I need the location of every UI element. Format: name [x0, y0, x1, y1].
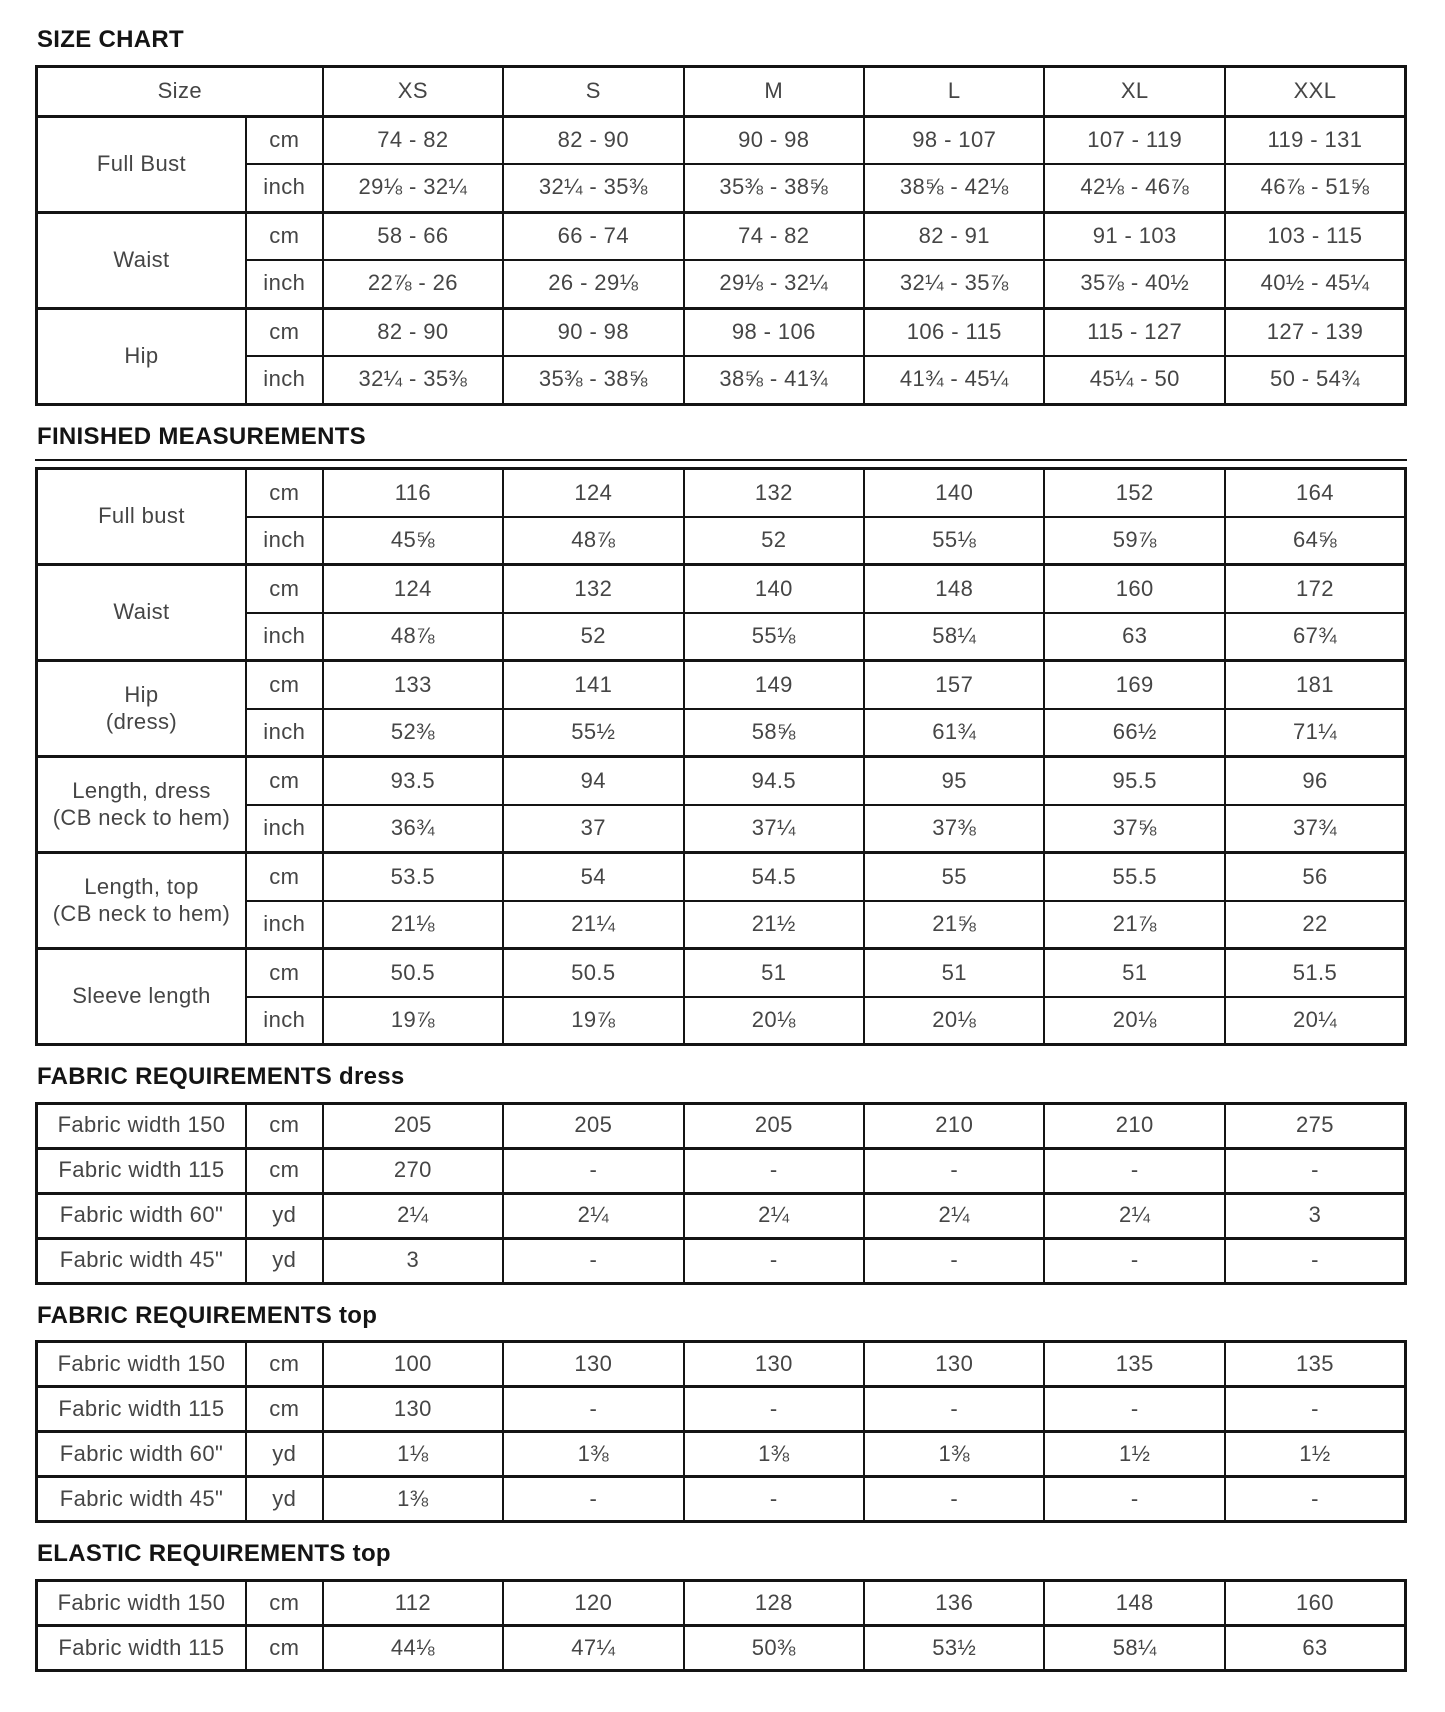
unit-cell-inch: inch	[246, 709, 323, 757]
table-row-full-bust-cm	[37, 116, 1406, 164]
value-cell-xs: 1⅜	[323, 1477, 503, 1522]
value-cell-m: 98 - 106	[684, 308, 864, 356]
value-cell-xxl: 160	[1225, 1580, 1406, 1625]
value-cell-m: 205	[684, 1103, 864, 1148]
value-cell-xs: 53.5	[323, 853, 503, 901]
value-cell-xl: -	[1044, 1387, 1224, 1432]
value-cell-m: 132	[684, 469, 864, 517]
unit-cell-cm: cm	[246, 1103, 323, 1148]
value-cell-xl: 210	[1044, 1103, 1224, 1148]
unit-cell-cm: cm	[246, 116, 323, 164]
unit-cell-cm: cm	[246, 1625, 323, 1670]
value-cell-xs: 58 - 66	[323, 212, 503, 260]
fabric-requirements-top-table	[35, 1340, 1407, 1523]
value-cell-s: 1⅜	[503, 1432, 683, 1477]
row-label-length-top-cb-neck-to-hem: Length, top (CB neck to hem)	[37, 853, 246, 949]
table-row-waist-cm	[37, 565, 1406, 613]
row-label-fabric-width-45: Fabric width 45"	[37, 1477, 246, 1522]
value-cell-xs: 36¾	[323, 805, 503, 853]
value-cell-xl: -	[1044, 1238, 1224, 1283]
table-row-hip-dress-cm	[37, 661, 1406, 709]
value-cell-l: 20⅛	[864, 997, 1044, 1045]
value-cell-s: 37	[503, 805, 683, 853]
value-cell-xl: 21⅞	[1044, 901, 1224, 949]
value-cell-xs: 74 - 82	[323, 116, 503, 164]
value-cell-s: 52	[503, 613, 683, 661]
unit-cell-cm: cm	[246, 1387, 323, 1432]
row-label-fabric-width-115: Fabric width 115	[37, 1148, 246, 1193]
value-cell-l: 2¼	[864, 1193, 1044, 1238]
value-cell-xxl: 96	[1225, 757, 1406, 805]
value-cell-m: 21½	[684, 901, 864, 949]
header-size-s: S	[503, 66, 683, 116]
table-row-fabric-width-115-cm	[37, 1148, 1406, 1193]
value-cell-m: 29⅛ - 32¼	[684, 260, 864, 308]
value-cell-s: -	[503, 1148, 683, 1193]
table-row-fabric-width-45-yd	[37, 1238, 1406, 1283]
value-cell-xs: 82 - 90	[323, 308, 503, 356]
value-cell-m: 38⅝ - 41¾	[684, 356, 864, 404]
value-cell-xxl: 63	[1225, 1625, 1406, 1670]
row-label-waist: Waist	[37, 565, 246, 661]
unit-cell-yd: yd	[246, 1193, 323, 1238]
row-label-length-dress-cb-neck-to-hem: Length, dress (CB neck to hem)	[37, 757, 246, 853]
table-row-length-top-cb-neck-to-hem-cm	[37, 853, 1406, 901]
value-cell-l: 41¾ - 45¼	[864, 356, 1044, 404]
unit-cell-yd: yd	[246, 1238, 323, 1283]
row-label-sleeve-length: Sleeve length	[37, 949, 246, 1045]
unit-cell-cm: cm	[246, 949, 323, 997]
table-row-fabric-width-150-cm	[37, 1580, 1406, 1625]
unit-cell-inch: inch	[246, 901, 323, 949]
value-cell-s: 50.5	[503, 949, 683, 997]
size-chart-document	[35, 26, 1407, 1672]
value-cell-xl: 55.5	[1044, 853, 1224, 901]
row-label-fabric-width-150: Fabric width 150	[37, 1342, 246, 1387]
unit-cell-inch: inch	[246, 517, 323, 565]
value-cell-xl: 152	[1044, 469, 1224, 517]
value-cell-xs: 93.5	[323, 757, 503, 805]
value-cell-xl: 45¼ - 50	[1044, 356, 1224, 404]
value-cell-l: 58¼	[864, 613, 1044, 661]
value-cell-l: 55⅛	[864, 517, 1044, 565]
value-cell-xs: 21⅛	[323, 901, 503, 949]
value-cell-xl: 59⅞	[1044, 517, 1224, 565]
table-row-fabric-width-150-cm	[37, 1103, 1406, 1148]
value-cell-l: -	[864, 1387, 1044, 1432]
value-cell-xl: 169	[1044, 661, 1224, 709]
value-cell-m: 52	[684, 517, 864, 565]
value-cell-l: 61¾	[864, 709, 1044, 757]
value-cell-xxl: 275	[1225, 1103, 1406, 1148]
value-cell-xs: 32¼ - 35⅜	[323, 356, 503, 404]
unit-cell-cm: cm	[246, 469, 323, 517]
value-cell-xl: 20⅛	[1044, 997, 1224, 1045]
value-cell-xxl: 71¼	[1225, 709, 1406, 757]
value-cell-xl: 2¼	[1044, 1193, 1224, 1238]
value-cell-xxl: 46⅞ - 51⅝	[1225, 164, 1406, 212]
row-label-full-bust: Full bust	[37, 469, 246, 565]
value-cell-m: 90 - 98	[684, 116, 864, 164]
value-cell-m: 50⅜	[684, 1625, 864, 1670]
value-cell-xs: 2¼	[323, 1193, 503, 1238]
value-cell-s: 2¼	[503, 1193, 683, 1238]
value-cell-s: 141	[503, 661, 683, 709]
value-cell-xs: 52⅜	[323, 709, 503, 757]
value-cell-s: 94	[503, 757, 683, 805]
table-row-hip-cm	[37, 308, 1406, 356]
value-cell-xs: 50.5	[323, 949, 503, 997]
value-cell-m: -	[684, 1148, 864, 1193]
value-cell-l: 38⅝ - 42⅛	[864, 164, 1044, 212]
value-cell-xs: 1⅛	[323, 1432, 503, 1477]
value-cell-xxl: 50 - 54¾	[1225, 356, 1406, 404]
value-cell-s: 130	[503, 1342, 683, 1387]
value-cell-l: 140	[864, 469, 1044, 517]
table-row-sleeve-length-cm	[37, 949, 1406, 997]
value-cell-xxl: 172	[1225, 565, 1406, 613]
value-cell-s: 205	[503, 1103, 683, 1148]
value-cell-s: -	[503, 1238, 683, 1283]
value-cell-s: 132	[503, 565, 683, 613]
value-cell-l: 106 - 115	[864, 308, 1044, 356]
value-cell-xxl: -	[1225, 1477, 1406, 1522]
value-cell-xxl: -	[1225, 1238, 1406, 1283]
value-cell-s: 55½	[503, 709, 683, 757]
value-cell-s: 82 - 90	[503, 116, 683, 164]
value-cell-xs: 130	[323, 1387, 503, 1432]
table-row-full-bust-cm	[37, 469, 1406, 517]
value-cell-xxl: 127 - 139	[1225, 308, 1406, 356]
value-cell-xxl: -	[1225, 1148, 1406, 1193]
value-cell-xl: 35⅞ - 40½	[1044, 260, 1224, 308]
value-cell-xs: 100	[323, 1342, 503, 1387]
value-cell-l: 98 - 107	[864, 116, 1044, 164]
value-cell-xxl: 64⅝	[1225, 517, 1406, 565]
value-cell-xs: 48⅞	[323, 613, 503, 661]
row-label-fabric-width-45: Fabric width 45"	[37, 1238, 246, 1283]
value-cell-xl: -	[1044, 1148, 1224, 1193]
value-cell-xs: 22⅞ - 26	[323, 260, 503, 308]
value-cell-xxl: 67¾	[1225, 613, 1406, 661]
unit-cell-cm: cm	[246, 1342, 323, 1387]
value-cell-l: 55	[864, 853, 1044, 901]
value-cell-xxl: 37¾	[1225, 805, 1406, 853]
row-label-fabric-width-60: Fabric width 60"	[37, 1432, 246, 1477]
value-cell-xxl: 164	[1225, 469, 1406, 517]
value-cell-m: 20⅛	[684, 997, 864, 1045]
value-cell-l: 1⅜	[864, 1432, 1044, 1477]
value-cell-xxl: 1½	[1225, 1432, 1406, 1477]
value-cell-m: 149	[684, 661, 864, 709]
unit-cell-inch: inch	[246, 997, 323, 1045]
value-cell-m: 55⅛	[684, 613, 864, 661]
unit-cell-yd: yd	[246, 1477, 323, 1522]
value-cell-xs: 112	[323, 1580, 503, 1625]
value-cell-xl: 58¼	[1044, 1625, 1224, 1670]
value-cell-xs: 45⅝	[323, 517, 503, 565]
unit-cell-inch: inch	[246, 613, 323, 661]
unit-cell-cm: cm	[246, 1580, 323, 1625]
value-cell-m: -	[684, 1477, 864, 1522]
value-cell-l: 148	[864, 565, 1044, 613]
value-cell-s: 19⅞	[503, 997, 683, 1045]
section-title-finished-measurements: FINISHED MEASUREMENTS	[37, 422, 366, 450]
value-cell-s: 32¼ - 35⅜	[503, 164, 683, 212]
value-cell-xl: 51	[1044, 949, 1224, 997]
value-cell-xs: 19⅞	[323, 997, 503, 1045]
value-cell-xs: 133	[323, 661, 503, 709]
value-cell-l: 82 - 91	[864, 212, 1044, 260]
value-cell-s: 124	[503, 469, 683, 517]
value-cell-l: 157	[864, 661, 1044, 709]
row-label-waist: Waist	[37, 212, 246, 308]
value-cell-m: -	[684, 1238, 864, 1283]
value-cell-l: 53½	[864, 1625, 1044, 1670]
value-cell-xxl: 20¼	[1225, 997, 1406, 1045]
header-size-xs: XS	[323, 66, 503, 116]
value-cell-xl: 95.5	[1044, 757, 1224, 805]
value-cell-xl: -	[1044, 1477, 1224, 1522]
row-label-hip-dress: Hip (dress)	[37, 661, 246, 757]
value-cell-l: -	[864, 1238, 1044, 1283]
value-cell-s: 90 - 98	[503, 308, 683, 356]
unit-cell-cm: cm	[246, 212, 323, 260]
value-cell-xs: 124	[323, 565, 503, 613]
unit-cell-inch: inch	[246, 805, 323, 853]
size-chart-table	[35, 65, 1407, 406]
value-cell-l: -	[864, 1477, 1044, 1522]
unit-cell-cm: cm	[246, 853, 323, 901]
value-cell-xs: 205	[323, 1103, 503, 1148]
value-cell-m: 128	[684, 1580, 864, 1625]
value-cell-xxl: 56	[1225, 853, 1406, 901]
value-cell-xxl: 119 - 131	[1225, 116, 1406, 164]
header-size-xxl: XXL	[1225, 66, 1406, 116]
value-cell-xxl: 3	[1225, 1193, 1406, 1238]
value-cell-m: 74 - 82	[684, 212, 864, 260]
row-label-fabric-width-115: Fabric width 115	[37, 1625, 246, 1670]
value-cell-xl: 37⅝	[1044, 805, 1224, 853]
unit-cell-cm: cm	[246, 1148, 323, 1193]
row-label-hip: Hip	[37, 308, 246, 404]
table-row-fabric-width-45-yd	[37, 1477, 1406, 1522]
unit-cell-cm: cm	[246, 565, 323, 613]
fabric-requirements-dress-table	[35, 1102, 1407, 1285]
value-cell-m: -	[684, 1387, 864, 1432]
value-cell-s: -	[503, 1477, 683, 1522]
unit-cell-inch: inch	[246, 356, 323, 404]
value-cell-m: 51	[684, 949, 864, 997]
value-cell-xxl: 22	[1225, 901, 1406, 949]
value-cell-s: 54	[503, 853, 683, 901]
value-cell-s: 47¼	[503, 1625, 683, 1670]
value-cell-xxl: 135	[1225, 1342, 1406, 1387]
value-cell-xl: 135	[1044, 1342, 1224, 1387]
value-cell-l: 37⅜	[864, 805, 1044, 853]
value-cell-xxl: -	[1225, 1387, 1406, 1432]
unit-cell-yd: yd	[246, 1432, 323, 1477]
value-cell-xl: 63	[1044, 613, 1224, 661]
row-label-fabric-width-150: Fabric width 150	[37, 1580, 246, 1625]
value-cell-xs: 29⅛ - 32¼	[323, 164, 503, 212]
value-cell-m: 130	[684, 1342, 864, 1387]
value-cell-xs: 3	[323, 1238, 503, 1283]
value-cell-xl: 91 - 103	[1044, 212, 1224, 260]
header-size-l: L	[864, 66, 1044, 116]
table-row-fabric-width-115-cm	[37, 1625, 1406, 1670]
value-cell-xxl: 51.5	[1225, 949, 1406, 997]
value-cell-s: -	[503, 1387, 683, 1432]
unit-cell-inch: inch	[246, 164, 323, 212]
value-cell-m: 54.5	[684, 853, 864, 901]
header-row	[37, 66, 1406, 116]
row-label-fabric-width-60: Fabric width 60"	[37, 1193, 246, 1238]
value-cell-xl: 42⅛ - 46⅞	[1044, 164, 1224, 212]
value-cell-m: 2¼	[684, 1193, 864, 1238]
elastic-requirements-top-table	[35, 1579, 1407, 1672]
section-title-fabric-requirements-dress: FABRIC REQUIREMENTS dress	[37, 1063, 405, 1091]
value-cell-xl: 148	[1044, 1580, 1224, 1625]
unit-cell-cm: cm	[246, 661, 323, 709]
table-row-fabric-width-115-cm	[37, 1387, 1406, 1432]
value-cell-xxl: 40½ - 45¼	[1225, 260, 1406, 308]
value-cell-xs: 44⅛	[323, 1625, 503, 1670]
unit-cell-cm: cm	[246, 308, 323, 356]
value-cell-l: 136	[864, 1580, 1044, 1625]
unit-cell-cm: cm	[246, 757, 323, 805]
section-title-fabric-requirements-top: FABRIC REQUIREMENTS top	[37, 1301, 378, 1329]
value-cell-s: 26 - 29⅛	[503, 260, 683, 308]
value-cell-s: 120	[503, 1580, 683, 1625]
value-cell-l: -	[864, 1148, 1044, 1193]
value-cell-m: 94.5	[684, 757, 864, 805]
value-cell-xl: 107 - 119	[1044, 116, 1224, 164]
value-cell-xl: 66½	[1044, 709, 1224, 757]
value-cell-s: 35⅜ - 38⅝	[503, 356, 683, 404]
value-cell-l: 21⅝	[864, 901, 1044, 949]
value-cell-xs: 270	[323, 1148, 503, 1193]
header-corner-size: Size	[37, 66, 323, 116]
value-cell-m: 37¼	[684, 805, 864, 853]
row-label-full-bust: Full Bust	[37, 116, 246, 212]
value-cell-xl: 160	[1044, 565, 1224, 613]
value-cell-xxl: 181	[1225, 661, 1406, 709]
table-row-length-dress-cb-neck-to-hem-cm	[37, 757, 1406, 805]
unit-cell-inch: inch	[246, 260, 323, 308]
value-cell-xl: 115 - 127	[1044, 308, 1224, 356]
header-size-xl: XL	[1044, 66, 1224, 116]
value-cell-m: 35⅜ - 38⅝	[684, 164, 864, 212]
value-cell-s: 48⅞	[503, 517, 683, 565]
finished-measurements-table	[35, 467, 1407, 1046]
table-row-fabric-width-150-cm	[37, 1342, 1406, 1387]
horizontal-rule	[35, 459, 1407, 461]
value-cell-xxl: 103 - 115	[1225, 212, 1406, 260]
row-label-fabric-width-150: Fabric width 150	[37, 1103, 246, 1148]
value-cell-s: 66 - 74	[503, 212, 683, 260]
value-cell-xl: 1½	[1044, 1432, 1224, 1477]
value-cell-l: 95	[864, 757, 1044, 805]
value-cell-l: 130	[864, 1342, 1044, 1387]
value-cell-l: 210	[864, 1103, 1044, 1148]
section-title-size-chart: SIZE CHART	[37, 26, 184, 53]
value-cell-s: 21¼	[503, 901, 683, 949]
header-size-m: M	[684, 66, 864, 116]
value-cell-m: 58⅝	[684, 709, 864, 757]
table-row-waist-cm	[37, 212, 1406, 260]
value-cell-xs: 116	[323, 469, 503, 517]
row-label-fabric-width-115: Fabric width 115	[37, 1387, 246, 1432]
value-cell-m: 1⅜	[684, 1432, 864, 1477]
value-cell-l: 32¼ - 35⅞	[864, 260, 1044, 308]
table-row-fabric-width-60-yd	[37, 1432, 1406, 1477]
section-title-elastic-requirements-top: ELASTIC REQUIREMENTS top	[37, 1540, 391, 1568]
value-cell-l: 51	[864, 949, 1044, 997]
table-row-fabric-width-60-yd	[37, 1193, 1406, 1238]
value-cell-m: 140	[684, 565, 864, 613]
